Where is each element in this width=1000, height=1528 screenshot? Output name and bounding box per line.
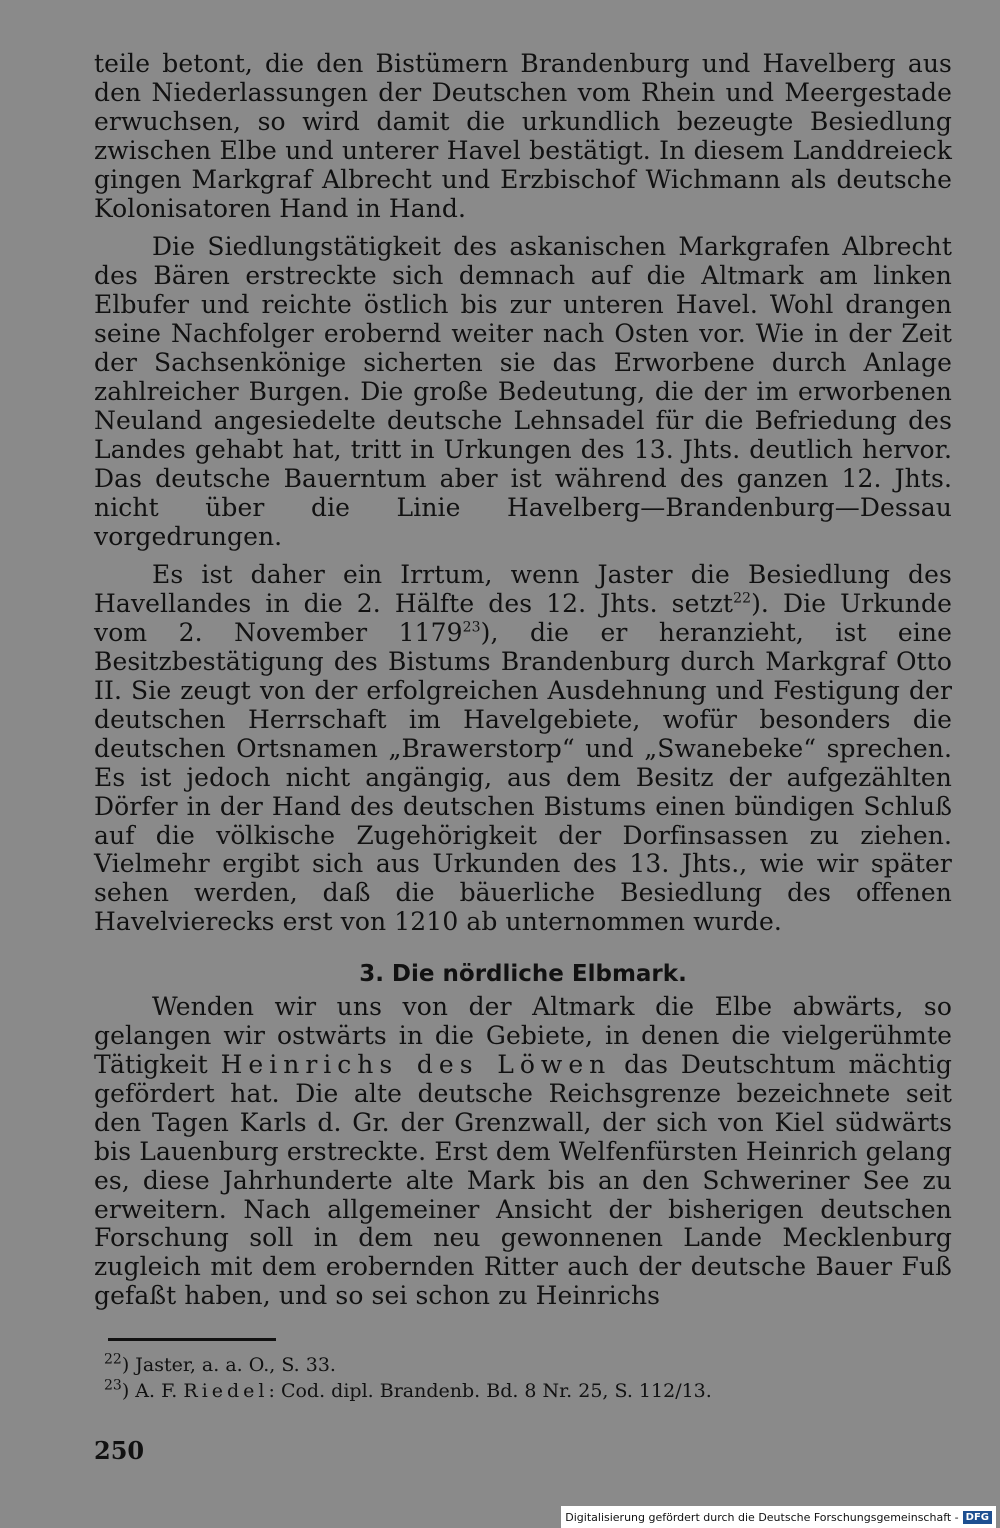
paragraph-3	[94, 561, 952, 937]
spaced-name: Heinrichs des Löwen	[220, 1050, 612, 1079]
digitization-credit	[561, 1506, 996, 1528]
footnote-text: ) Jaster, a. a. O., S. 33.	[121, 1354, 336, 1376]
paragraph-1: teile betont, die den Bistümern Brandenburg und Havelberg aus den Niederlassungen der Deutschen vom Rhein und Meergestade erwuchsen, so wird damit die urkundlich bezeugte Besiedlung zwischen Elbe und unterer Havel bestätigt. In diesem Landdreieck gingen Markgraf Albrecht und Erzbischof Wichmann als deutsche Kolonisatoren Hand in Hand.	[94, 49, 952, 223]
paragraph-4	[94, 993, 952, 1311]
footnote-divider	[108, 1338, 276, 1341]
credit-text: Digitalisierung gefördert durch die Deutsche Forschungsgemeinschaft -	[565, 1510, 959, 1524]
dfg-logo-icon: DFG	[963, 1511, 992, 1524]
page-body	[94, 50, 952, 1321]
paragraph-3-text-b: ). Die Urkunde vom 2. November 1179	[94, 589, 952, 648]
footnote-text: ) A. F.	[121, 1380, 184, 1402]
paragraph-3-text-a: Es ist daher ein Irrtum, wenn Jaster die Besiedlung des Havellandes in die 2. Hälfte des 12. Jhts. setzt	[94, 560, 952, 619]
footnote-ref-22[interactable]: 22	[733, 590, 752, 607]
footnote-22	[104, 1352, 944, 1378]
footnotes	[104, 1352, 944, 1404]
footnote-ref-23[interactable]: 23	[462, 619, 481, 636]
footnote-author: Riedel	[183, 1380, 269, 1402]
footnote-23	[104, 1378, 944, 1404]
paragraph-4-text-a: Wenden wir uns von der Altmark die Elbe abwärts, so gelangen wir ostwärts in die Gebiete, in denen die vielgerühmte Tätigkeit	[94, 992, 952, 1079]
footnote-text-rest: : Cod. dipl. Brandenb. Bd. 8 Nr. 25, S. 112/13.	[268, 1380, 712, 1402]
paragraph-3-text-c: ), die er heranzieht, ist eine Besitzbestätigung des Bistums Brandenburg durch Markgraf Otto II. Sie zeugt von der erfolgreichen Ausdehnung und Festigung der deutschen Herrschaft im Havelgebiete, wofür besonders die deutschen Ortsnamen „Brawerstorp“ und „Swanebeke“ sprechen. Es ist jedoch nicht angängig, aus dem Besitz der aufgezählten Dörfer in der Hand des deutschen Bistums einen bündigen Schluß auf die völkische Zugehörigkeit der Dorfinsassen zu ziehen. Vielmehr ergibt sich aus Urkunden des 13. Jhts., wie wir später sehen werden, daß die bäuerliche Besiedlung des offenen Havelvierecks erst von 1210 ab unternommen wurde.	[94, 618, 952, 937]
section-heading: 3. Die nördliche Elbmark.	[359, 961, 687, 988]
paragraph-2: Die Siedlungstätigkeit des askanischen Markgrafen Albrecht des Bären erstreckte sich demnach auf die Altmark am linken Elbufer und reichte östlich bis zur unteren Havel. Wohl drangen seine Nachfolger erobernd weiter nach Osten vor. Wie in der Zeit der Sachsenkönige sicherten sie das Erworbene durch Anlage zahlreicher Burgen. Die große Bedeutung, die der im erworbenen Neuland angesiedelte deutsche Lehnsadel für die Befriedung des Landes gehabt hat, tritt in Urkungen des 13. Jhts. deutlich hervor. Das deutsche Bauerntum aber ist während des ganzen 12. Jhts. nicht über die Linie Havelberg—Brandenburg—Dessau vorgedrungen.	[94, 232, 952, 551]
footnote-number: 22	[104, 1351, 122, 1368]
footnote-number: 23	[104, 1377, 122, 1394]
page-number: 250	[94, 1436, 145, 1465]
paragraph-4-text-b: das Deutschtum mächtig gefördert hat. Die alte deutsche Reichsgrenze bezeichnete seit den Tagen Karls d. Gr. der Grenzwall, der sich von Kiel südwärts bis Lauenburg erstreckte. Erst dem Welfenfürsten Heinrich gelang es, diese Jahrhunderte alte Mark bis an den Schweriner See zu erweitern. Nach allgemeiner Ansicht der bisherigen deutschen Forschung soll in dem neu gewonnenen Lande Mecklenburg zugleich mit dem erobernden Ritter auch der deutsche Bauer Fuß gefaßt haben, und so sei schon zu Heinrichs	[94, 1050, 952, 1311]
